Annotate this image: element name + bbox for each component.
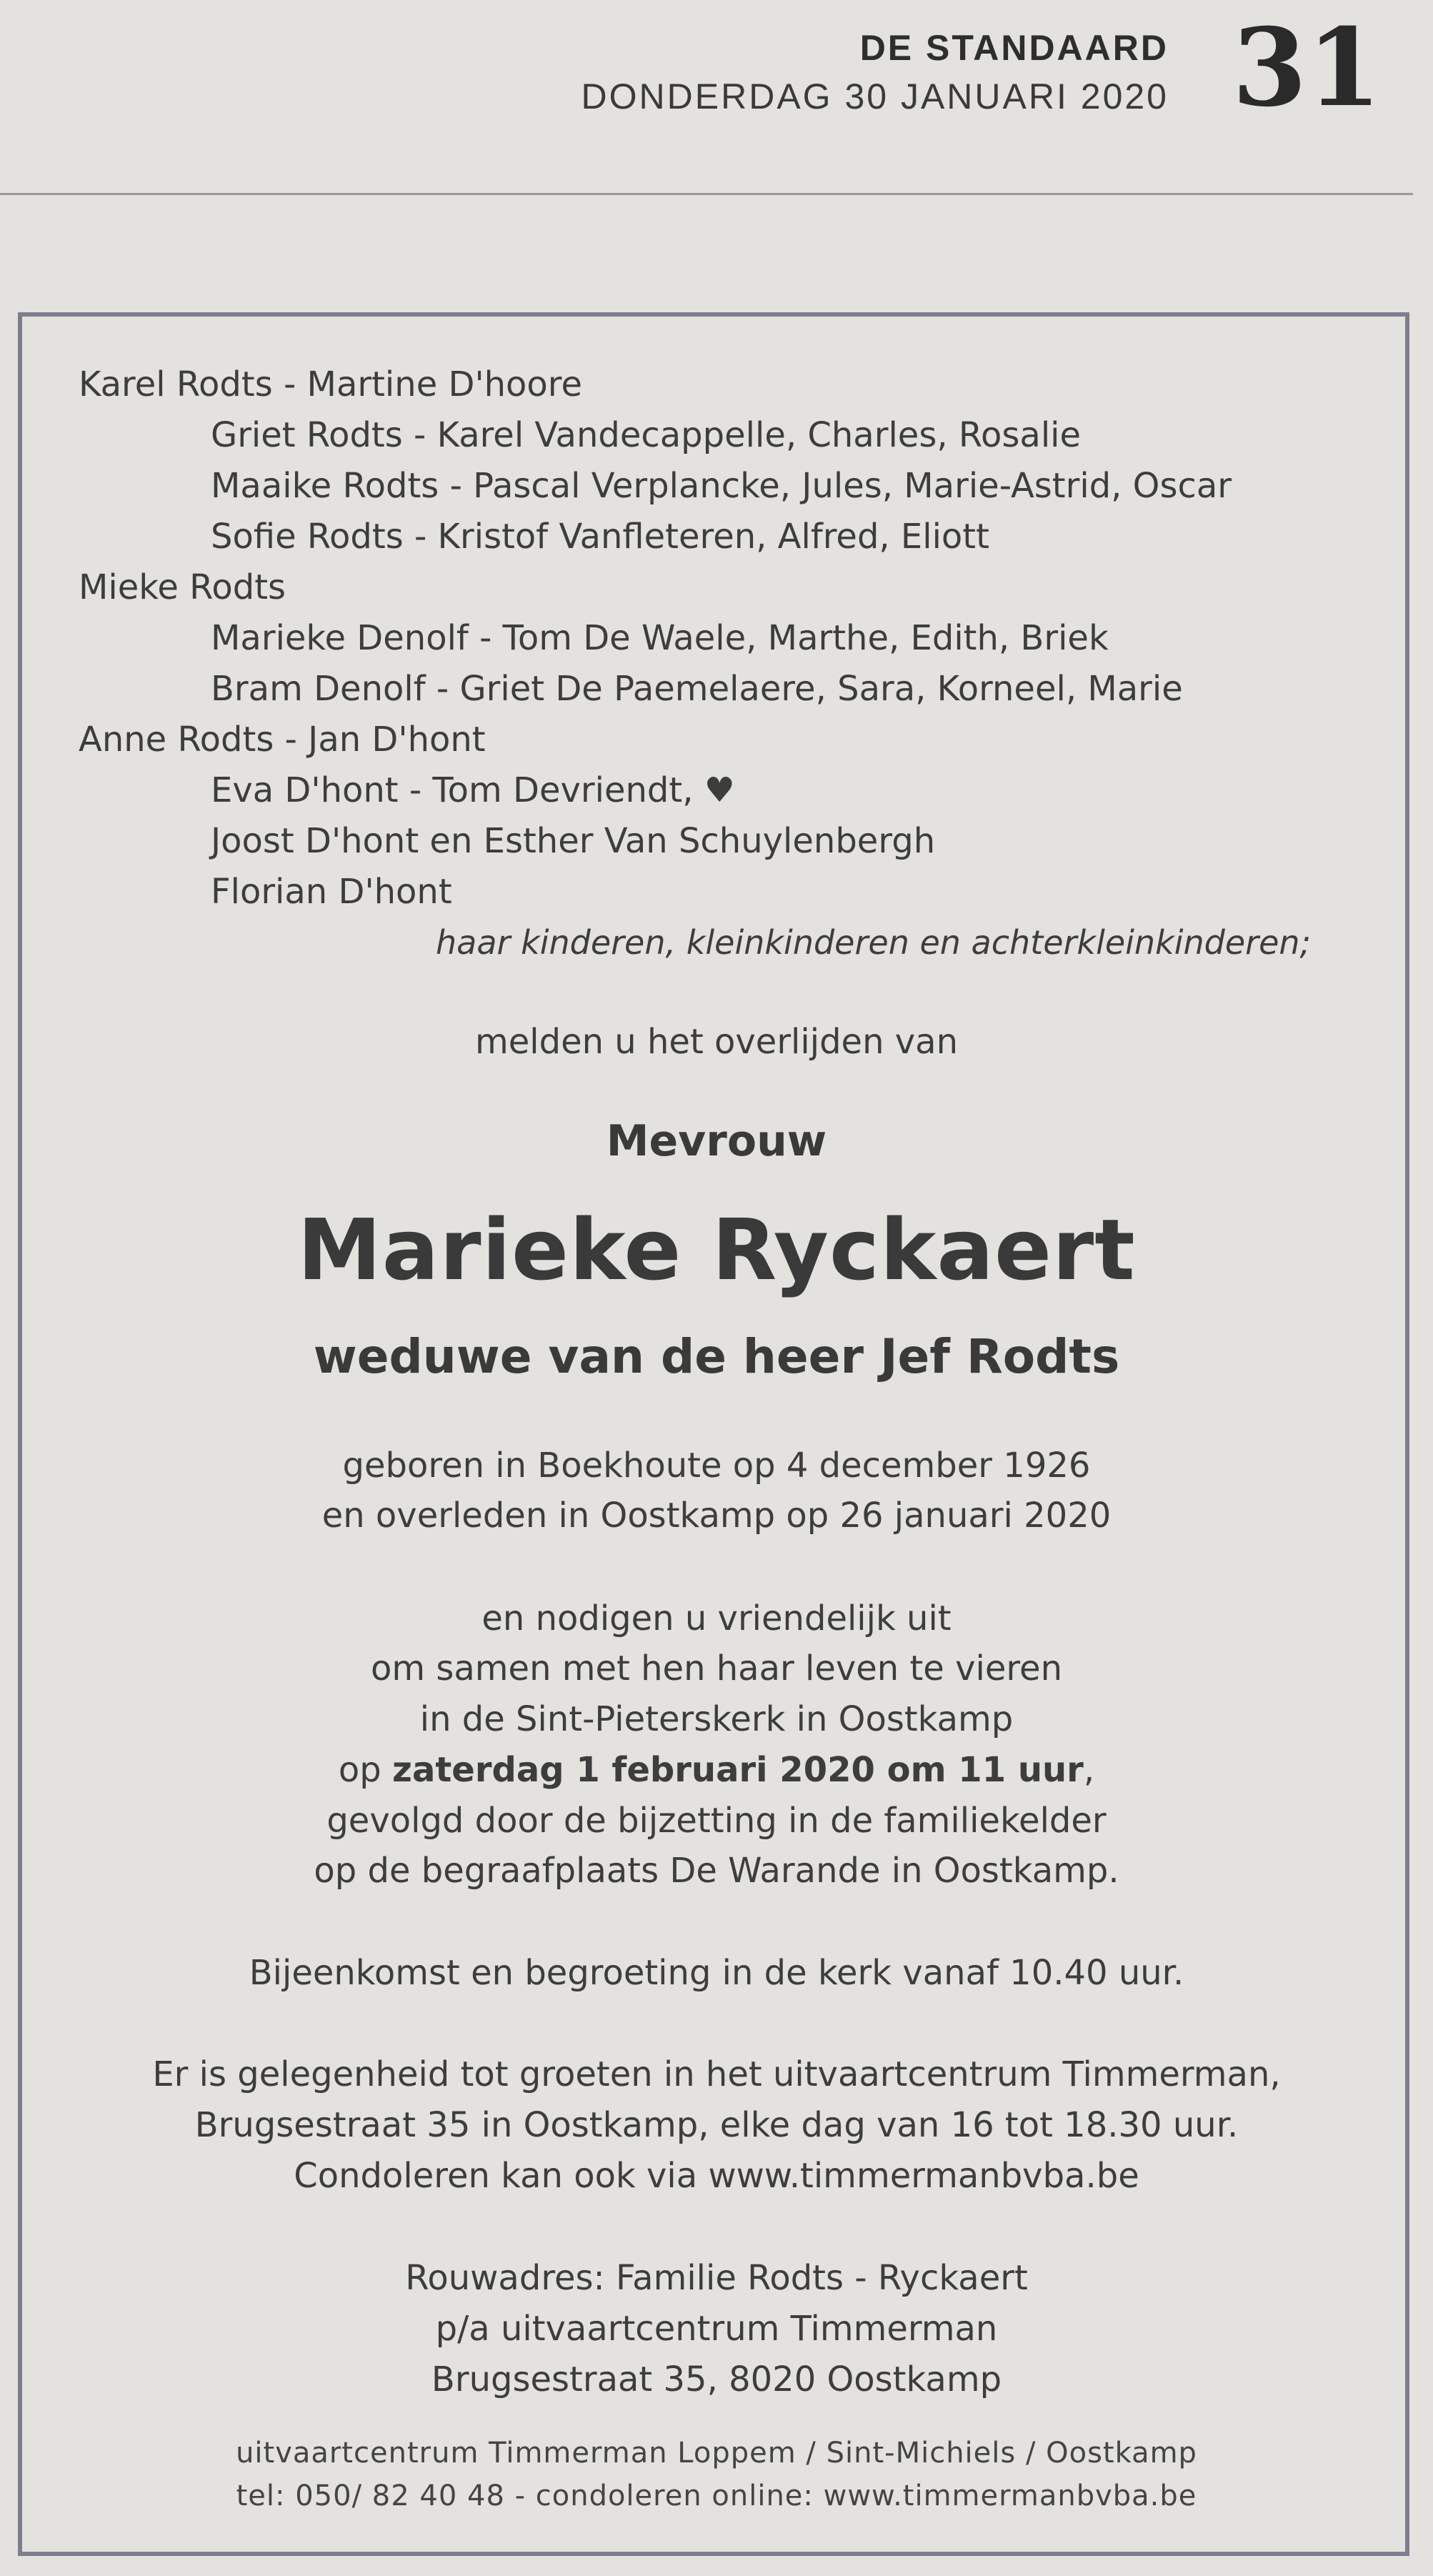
ceremony-date-prefix: op xyxy=(338,1750,392,1790)
page-number: 31 xyxy=(1232,5,1382,131)
announcement-intro: melden u het overlijden van xyxy=(475,1022,958,1062)
footer-line-1: uitvaartcentrum Timmerman Loppem / Sint-Michiels / Oostkamp xyxy=(236,2437,1197,2470)
family-line-eva: Eva D'hont - Tom Devriendt, ♥ xyxy=(211,770,735,810)
deceased-name: Marieke Ryckaert xyxy=(297,1200,1136,1299)
family-line-anne: Anne Rodts - Jan D'hont xyxy=(79,720,486,760)
gathering-line: Bijeenkomst en begroeting in de kerk vanaf 10.40 uur. xyxy=(249,1953,1184,1993)
address-line-2: p/a uitvaartcentrum Timmerman xyxy=(435,2309,998,2349)
family-line-florian: Florian D'hont xyxy=(211,872,452,912)
family-line-sofie: Sofie Rodts - Kristof Vanfleteren, Alfred, Eliott xyxy=(211,517,989,557)
family-line-marieke-denolf: Marieke Denolf - Tom De Waele, Marthe, Edith, Briek xyxy=(211,618,1109,658)
family-closing: haar kinderen, kleinkinderen en achterkleinkinderen; xyxy=(436,923,1312,962)
ceremony-line-1: en nodigen u vriendelijk uit xyxy=(481,1598,952,1638)
birth-line: geboren in Boekhoute op 4 december 1926 xyxy=(342,1446,1091,1486)
newspaper-name: DE STANDAARD xyxy=(859,28,1169,68)
address-line-3: Brugsestraat 35, 8020 Oostkamp xyxy=(431,2359,1002,2400)
issue-date: DONDERDAG 30 JANUARI 2020 xyxy=(581,76,1169,116)
ceremony-date-line xyxy=(0,1750,1433,1790)
family-line-maaike: Maaike Rodts - Pascal Verplancke, Jules, Marie-Astrid, Oscar xyxy=(211,466,1232,506)
family-line-bram: Bram Denolf - Griet De Paemelaere, Sara, Korneel, Marie xyxy=(211,669,1183,709)
visiting-line-3: Condoleren kan ook via www.timmermanbvba.be xyxy=(294,2156,1139,2196)
ceremony-line-2: om samen met hen haar leven te vieren xyxy=(370,1648,1062,1689)
family-line-mieke: Mieke Rodts xyxy=(79,567,286,607)
address-line-1: Rouwadres: Familie Rodts - Ryckaert xyxy=(405,2258,1028,2298)
family-line-karel: Karel Rodts - Martine D'hoore xyxy=(79,364,582,404)
ceremony-date-suffix: , xyxy=(1083,1750,1095,1790)
ceremony-date: zaterdag 1 februari 2020 om 11 uur xyxy=(392,1750,1084,1790)
family-line-griet: Griet Rodts - Karel Vandecappelle, Charles, Rosalie xyxy=(211,415,1082,455)
newspaper-header xyxy=(0,0,1433,193)
visiting-line-1: Er is gelegenheid tot groeten in het uitvaartcentrum Timmerman, xyxy=(152,2054,1281,2094)
death-line: en overleden in Oostkamp op 26 januari 2020 xyxy=(321,1496,1112,1536)
footer-line-2: tel: 050/ 82 40 48 - condoleren online: www.timmermanbvba.be xyxy=(236,2480,1197,2512)
ceremony-line-5: gevolgd door de bijzetting in de familiekelder xyxy=(326,1801,1107,1841)
family-line-joost: Joost D'hont en Esther Van Schuylenbergh xyxy=(211,821,936,861)
visiting-line-2: Brugsestraat 35 in Oostkamp, elke dag van 16 tot 18.30 uur. xyxy=(194,2105,1239,2145)
deceased-widow-line: weduwe van de heer Jef Rodts xyxy=(313,1329,1120,1384)
deceased-title: Mevrouw xyxy=(606,1116,827,1166)
header-divider xyxy=(0,193,1413,195)
ceremony-line-3: in de Sint-Pieterskerk in Oostkamp xyxy=(419,1699,1014,1739)
ceremony-line-6: op de begraafplaats De Warande in Oostkamp. xyxy=(314,1851,1119,1891)
